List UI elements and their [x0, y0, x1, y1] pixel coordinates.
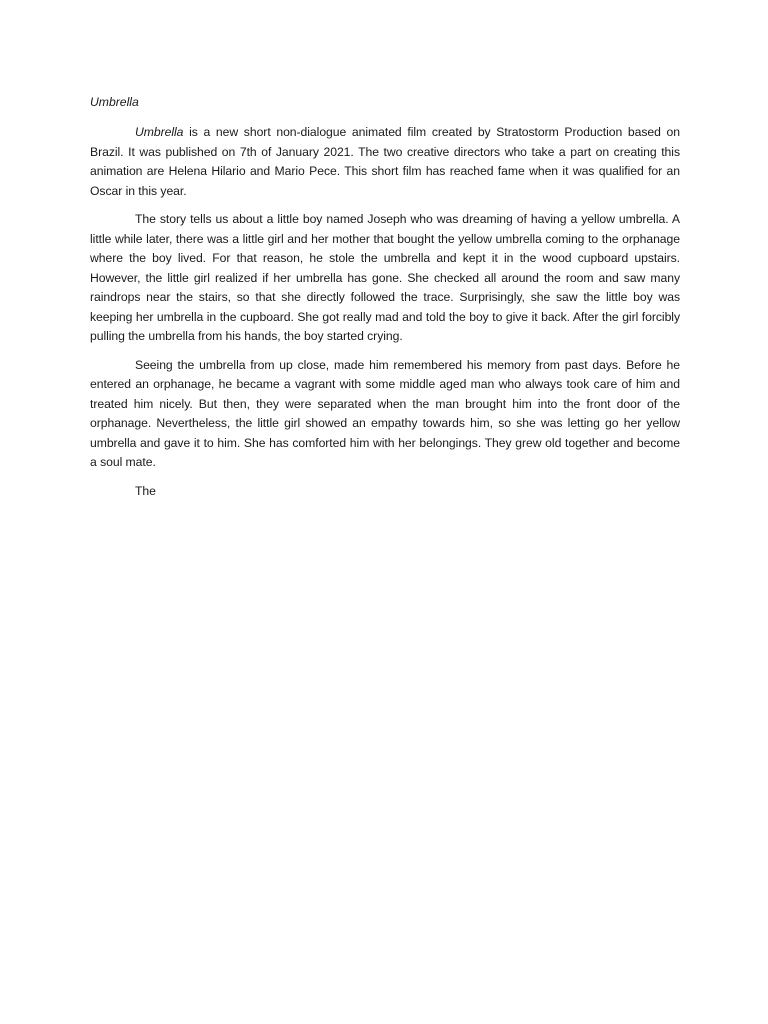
paragraph-unfinished: The: [135, 483, 156, 498]
paragraph-memory: Seeing the umbrella from up close, made him remembered his memory from past days. Before he entered an orphanage, he became a vagrant with some middle aged man who always took care of him and treated him nicely. But then, they were separated when the man brought him into the front door of the orphanage. Nevertheless, the little girl showed an empathy towards him, so she was letting go her yellow umbrella and gave it to him. She has comforted him with her belongings. They grew old together and become a soul mate.: [90, 357, 680, 469]
paragraph-intro: [90, 123, 680, 201]
paragraph-story: The story tells us about a little boy named Joseph who was dreaming of having a yellow umbrella. A little while later, there was a little girl and her mother that bought the yellow umbrella coming to the orphanage where the boy lived. For that reason, he stole the umbrella and kept it in the wood cupboard upstairs. However, the little girl realized if her umbrella has gone. She checked all around the room and saw many raindrops near the stairs, so that she directly followed the trace. Surprisingly, she saw the little boy was keeping her umbrella in the cupboard. She got really mad and told the boy to give it back. After the girl forcibly pulling the umbrella from his hands, the boy started crying.: [90, 212, 680, 343]
document-title: Umbrella: [90, 95, 139, 109]
film-title-italic: Umbrella: [135, 125, 184, 139]
paragraph-intro-text: is a new short non-dialogue animated film created by Stratostorm Production based on Brazil. It was published on 7th of January 2021. The two creative directors who take a part on creating this animation are Helena Hilario and Mario Pece. This short film has reached fame when it was qualified for an Oscar in this year.: [90, 125, 680, 198]
